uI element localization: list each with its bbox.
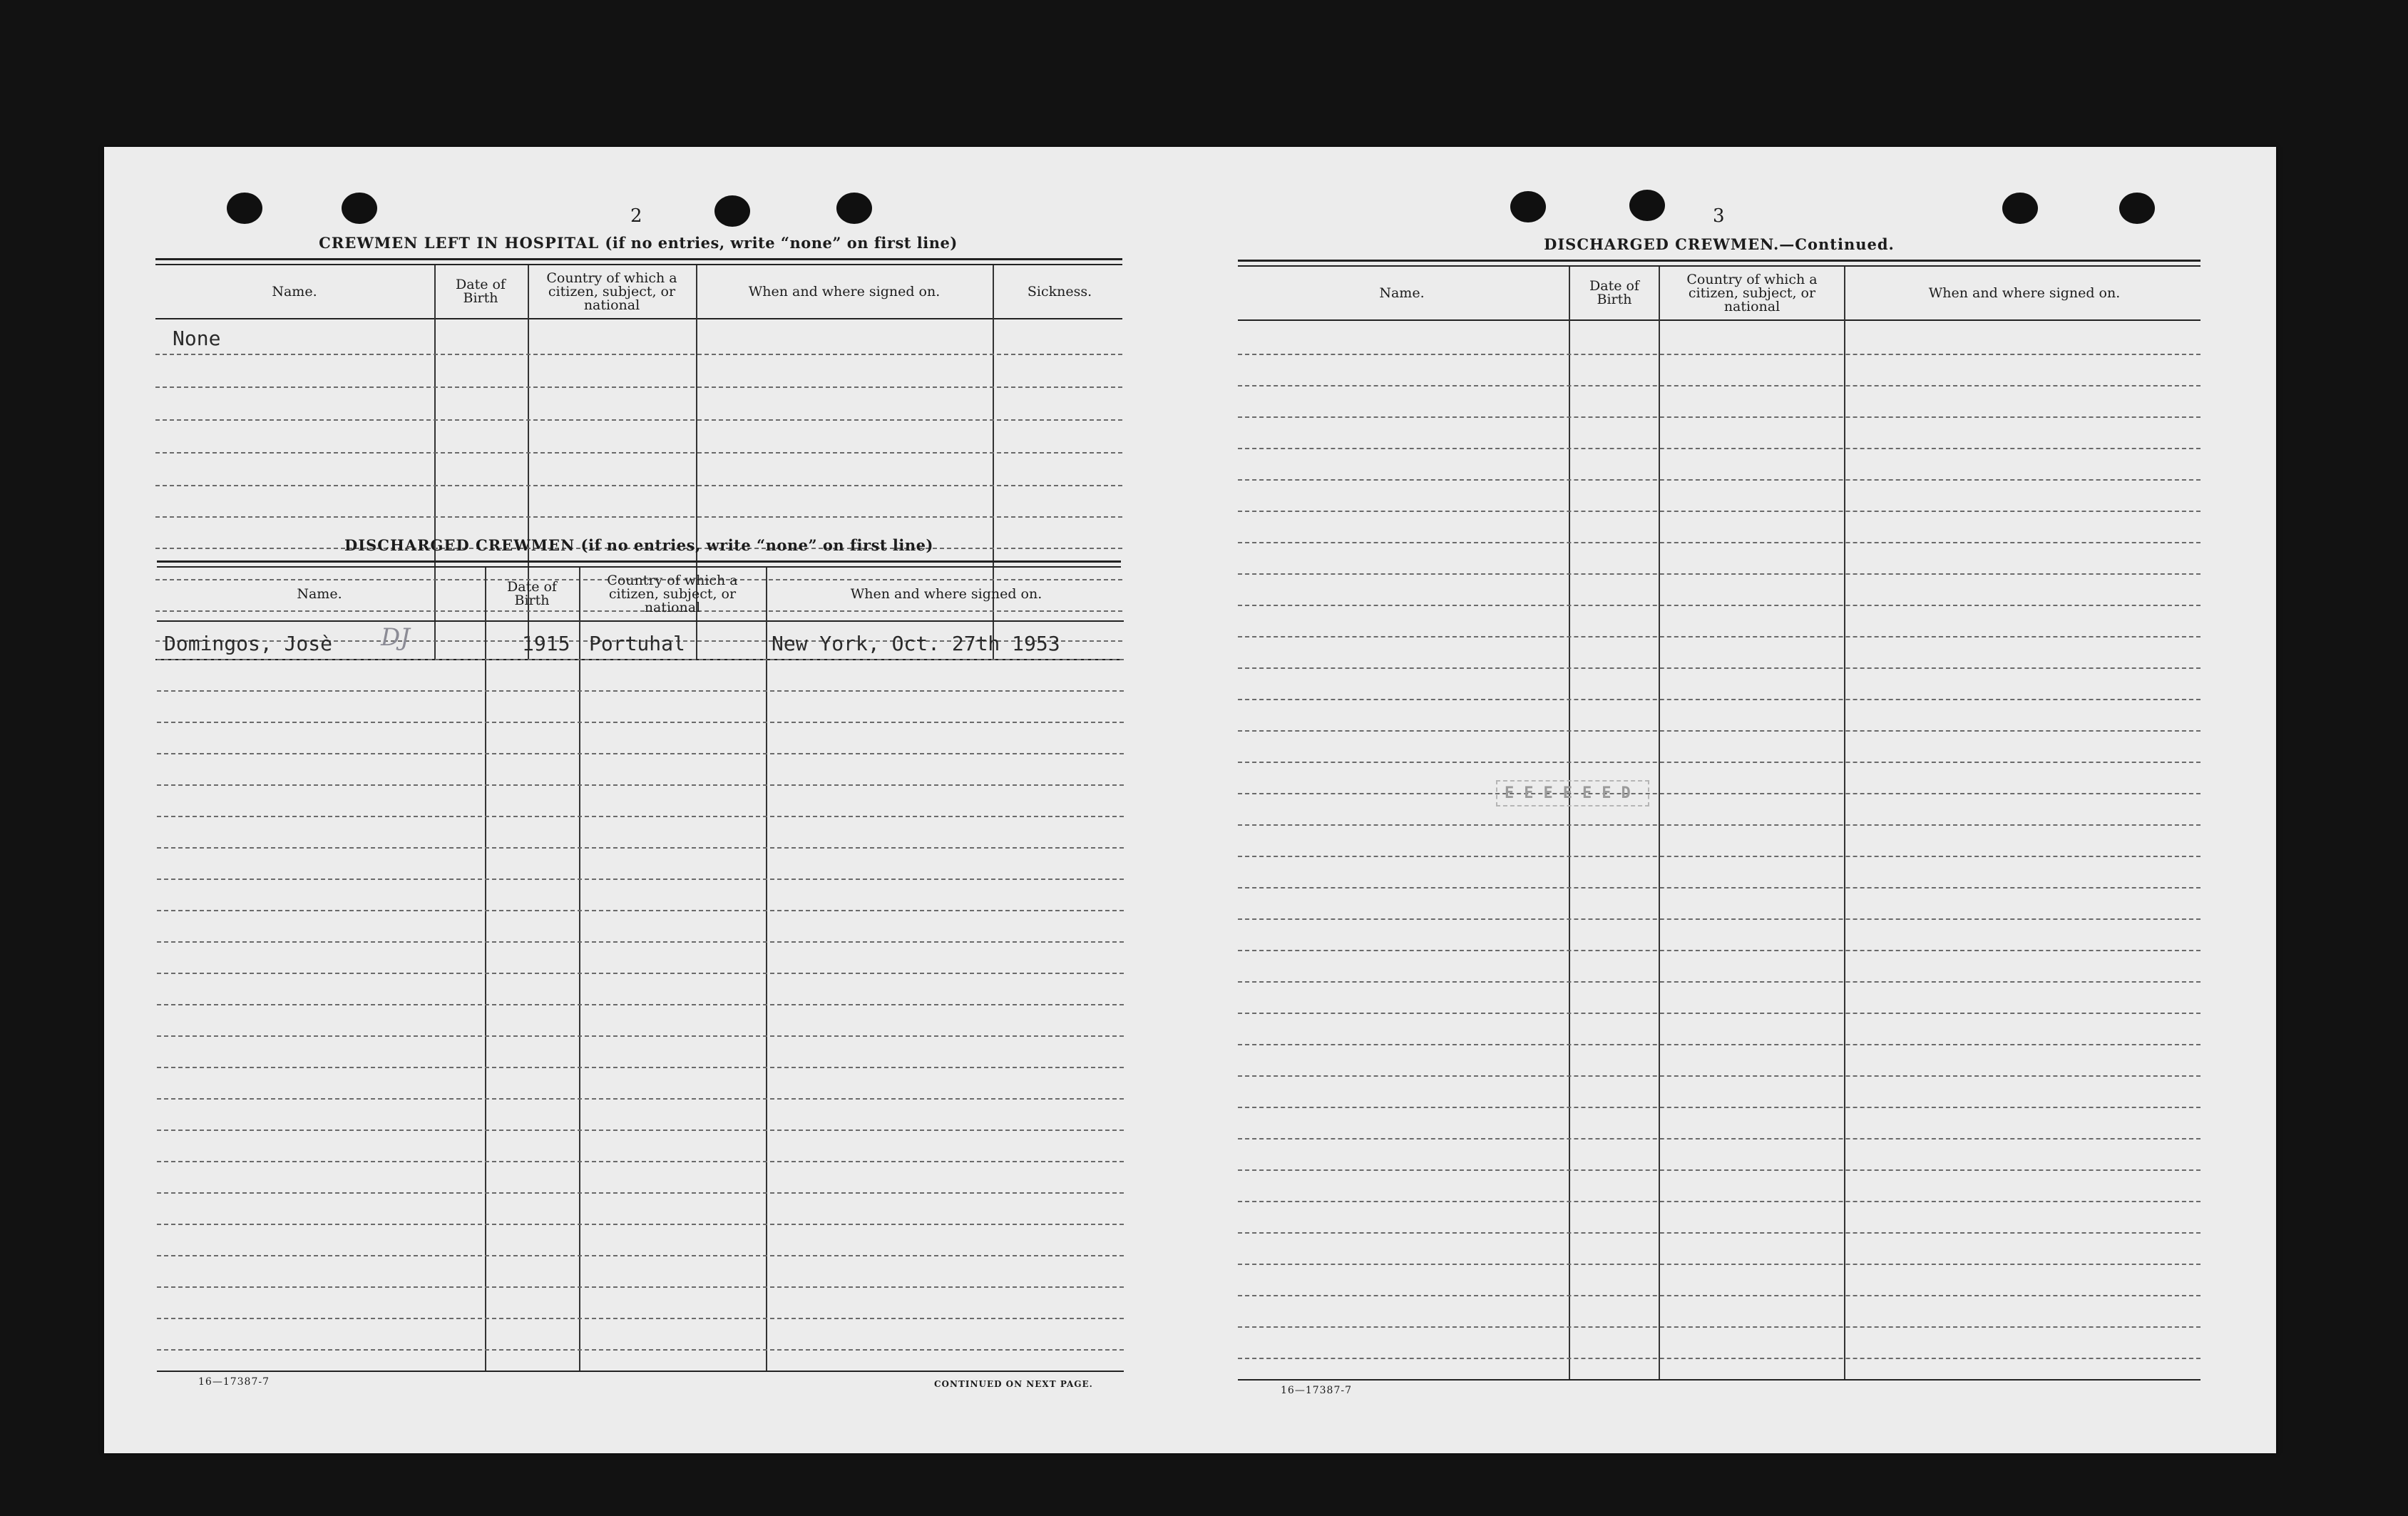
row-line [1238, 1075, 2200, 1077]
row-line [157, 690, 1124, 692]
row-line [155, 516, 1122, 518]
row-line [157, 1349, 1124, 1351]
row-line [157, 1224, 1124, 1225]
header-country: Country of which a citizen, subject, or national [607, 572, 738, 615]
row-line [1238, 1358, 2200, 1359]
row-line [1238, 950, 2200, 951]
row-line [157, 753, 1124, 754]
header-birth: Date of Birth [1589, 278, 1639, 307]
header-birth: Date of Birth [456, 277, 506, 306]
row-line [155, 386, 1122, 388]
row-line [157, 1004, 1124, 1005]
row-line [157, 847, 1124, 849]
row-line [1238, 542, 2200, 543]
punch-hole [2002, 193, 2038, 224]
punch-hole [836, 193, 872, 224]
continued-note: CONTINUED ON NEXT PAGE. [934, 1379, 1093, 1389]
row-line [1238, 385, 2200, 386]
row-line [1238, 1138, 2200, 1139]
ledger-sheet [104, 147, 2276, 1453]
row-line [1238, 1295, 2200, 1296]
discharged-header-rule [157, 620, 1124, 622]
row-line [155, 452, 1122, 454]
punch-hole [2119, 193, 2155, 224]
row-line [1238, 605, 2200, 606]
row-line [157, 659, 1124, 660]
header-country: Country of which a citizen, subject, or national [1686, 271, 1818, 314]
punch-hole [1629, 190, 1665, 221]
column-divider [1844, 267, 1845, 1381]
hospital-top-rule [155, 264, 1122, 265]
faded-stamp: EEEEEED [1496, 780, 1649, 806]
row-line [1238, 1326, 2200, 1328]
row-line [157, 784, 1124, 786]
discharged-section-title [344, 536, 933, 554]
row-line [157, 1192, 1124, 1194]
row-line [1238, 793, 2200, 794]
header-name: Name. [1379, 285, 1425, 301]
row-line [155, 419, 1122, 421]
row-line [157, 1318, 1124, 1319]
handwritten-initials: DJ [381, 623, 410, 652]
row-line [157, 1286, 1124, 1288]
row-line [1238, 354, 2200, 355]
punch-hole [1510, 191, 1546, 222]
header-birth: Date of Birth [507, 579, 557, 608]
form-number: 16—17387-7 [198, 1376, 270, 1388]
header-signed-on: When and where signed on. [1928, 285, 2121, 301]
row-line [157, 722, 1124, 723]
row-line [1238, 1169, 2200, 1171]
row-line [1238, 573, 2200, 575]
discharged-bottom-rule [157, 1371, 1124, 1372]
row-line [157, 1067, 1124, 1068]
row-line [157, 1130, 1124, 1131]
row-line [1238, 730, 2200, 732]
right-top-rule [1238, 265, 2200, 267]
row-line [157, 879, 1124, 880]
row-line [1238, 699, 2200, 700]
right-bottom-rule [1238, 1379, 2200, 1381]
continued-section-title: DISCHARGED CREWMEN.—Continued. [1544, 235, 1895, 253]
row-line [1238, 1232, 2200, 1234]
row-line [157, 816, 1124, 817]
row-line [157, 910, 1124, 911]
row-line [1238, 856, 2200, 857]
row-line [1238, 1013, 2200, 1014]
row-line [157, 1255, 1124, 1256]
row-line [1238, 1044, 2200, 1045]
crew-name: Domingos, Josè [164, 632, 333, 655]
row-line [157, 973, 1124, 974]
row-line [1238, 887, 2200, 888]
crew-signed-on: New York, Oct. 27th 1953 [772, 632, 1060, 655]
punch-hole [227, 193, 262, 224]
crew-country: Portuhal [589, 632, 685, 655]
row-line [1238, 667, 2200, 669]
crew-birth: 1915 [522, 632, 570, 655]
row-line [1238, 448, 2200, 449]
column-divider [579, 568, 580, 1372]
punch-hole [714, 195, 750, 227]
row-line [157, 941, 1124, 943]
header-name: Name. [297, 585, 342, 602]
row-line [1238, 981, 2200, 983]
header-country: Country of which a citizen, subject, or national [546, 270, 677, 313]
column-divider [1569, 267, 1570, 1381]
discharged-title-text: DISCHARGED CREWMEN [344, 536, 575, 554]
right-top-rule [1238, 260, 2200, 262]
page-number: 3 [1713, 205, 1725, 227]
row-line [1238, 636, 2200, 637]
header-name: Name. [272, 283, 317, 299]
row-line [157, 1098, 1124, 1100]
row-line [1238, 511, 2200, 512]
punch-hole [342, 193, 377, 224]
hospital-header-rule [155, 318, 1122, 319]
row-line [157, 1035, 1124, 1037]
header-signed-on: When and where signed on. [850, 585, 1042, 602]
row-line [155, 354, 1122, 355]
discharged-top-rule [157, 566, 1121, 568]
discharged-top-rule [157, 560, 1121, 563]
discharged-title-note: (if no entries, write “none” on first line) [580, 536, 933, 554]
row-line [157, 1161, 1124, 1162]
hospital-top-rule [155, 258, 1122, 260]
header-sickness: Sickness. [1027, 283, 1092, 299]
hospital-title-note: (if no entries, write “none” on first line) [605, 234, 958, 252]
right-header-rule [1238, 319, 2200, 321]
row-line [155, 485, 1122, 486]
page-number: 2 [630, 205, 642, 227]
hospital-title-text: CREWMEN LEFT IN HOSPITAL [319, 234, 600, 252]
form-number: 16—17387-7 [1281, 1385, 1352, 1396]
row-line [1238, 918, 2200, 920]
column-divider [766, 568, 767, 1372]
row-line [1238, 1201, 2200, 1202]
header-signed-on: When and where signed on. [748, 283, 941, 299]
row-line [1238, 1264, 2200, 1265]
row-line [1238, 1107, 2200, 1108]
column-divider [485, 568, 486, 1372]
hospital-entry: None [173, 327, 221, 350]
row-line [1238, 479, 2200, 481]
column-divider [1659, 267, 1660, 1381]
row-line [1238, 416, 2200, 418]
row-line [1238, 824, 2200, 826]
row-line [1238, 762, 2200, 763]
hospital-section-title [319, 234, 958, 252]
